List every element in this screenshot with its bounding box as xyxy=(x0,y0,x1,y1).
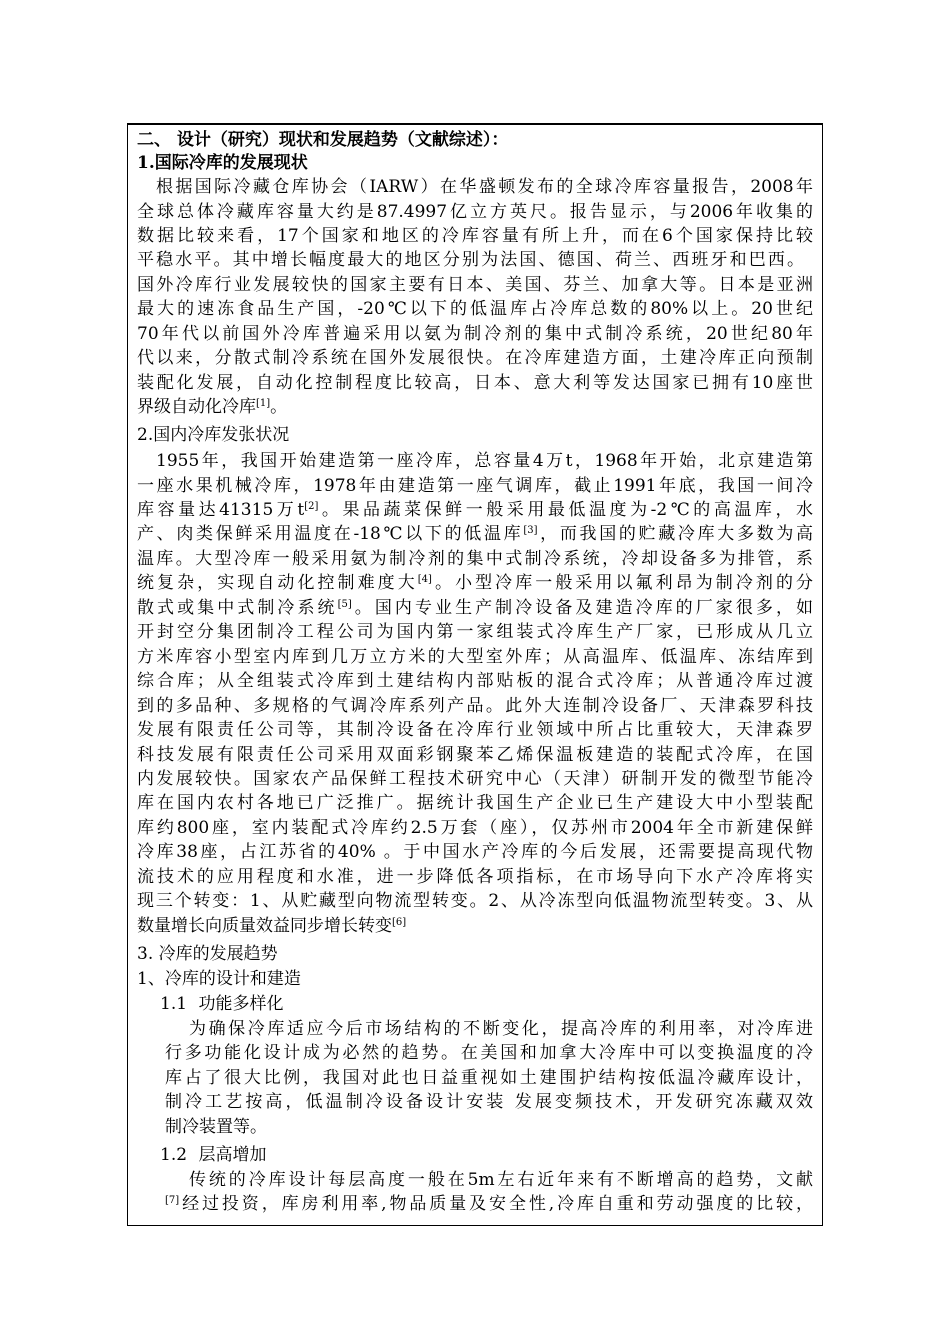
citation-3: [3] xyxy=(523,525,538,536)
paragraph-line: 综合库；从全组装式冷库到土建结构内部贴板的混合式冷库；从普通冷库过渡 xyxy=(137,671,813,691)
paragraph-line: 传统的冷库设计每层高度一般在5m左右近年来有不断增高的趋势，文献 xyxy=(189,1170,813,1190)
paragraph-line: 现三个转变：1、从贮藏型向物流型转变。2、从冷冻型向低温物流型转变。3、从 xyxy=(137,891,813,911)
paragraph-line: 一座水果机械冷库，1978年由建造第一座气调库，截止1991年底，我国一间冷 xyxy=(137,476,813,496)
paragraph-line: 国外冷库行业发展较快的国家主要有日本、美国、芬兰、加拿大等。日本是亚洲 xyxy=(137,275,813,295)
paragraph-line: 数量增长向质量效益同步增长转变[6] xyxy=(137,916,407,936)
citation-1: [1] xyxy=(256,398,271,409)
paragraph-line: 内发展较快。国家农产品保鲜工程技术研究中心（天津）研制开发的微型节能冷 xyxy=(137,769,813,789)
paragraph-line: 流技术的应用程度和水准，进一步降低各项指标，在市场导向下水产冷库将实 xyxy=(137,867,813,887)
citation-6: [6] xyxy=(392,917,407,928)
paragraph-line: 为确保冷库适应今后市场结构的不断变化，提高冷库的利用率，对冷库进 xyxy=(189,1019,813,1039)
paragraph-line: 库约800座，室内装配式冷库约2.5万套（座），仅苏州市2004年全市新建保鲜 xyxy=(137,818,813,838)
paragraph-line: 温库。大型冷库一般采用氨为制冷剂的集中式制冷系统，冷却设备多为排管，系 xyxy=(137,549,813,569)
paragraph-line: 产、肉类保鲜采用温度在-18℃以下的低温库[3]，而我国的贮藏冷库大多数为高 xyxy=(137,524,813,544)
paragraph-line: 平稳水平。其中增长幅度最大的地区分别为法国、德国、荷兰、西班牙和巴西。 xyxy=(137,250,804,270)
paragraph-line: 库容量达41315万t[2]。果品蔬菜保鲜一般采用最低温度为-2℃的高温库，水 xyxy=(137,500,813,520)
section-heading: 二、 设计（研究）现状和发展趋势（文献综述）： xyxy=(137,130,509,150)
paragraph-line: 统复杂，实现自动化控制难度大[4]。小型冷库一般采用以氟利昂为制冷剂的分 xyxy=(137,573,814,593)
paragraph-line: 制冷装置等。 xyxy=(165,1117,267,1137)
citation-2: [2] xyxy=(304,501,319,512)
paragraph-line: 库在国内农村各地已广泛推广。据统计我国生产企业已生产建设大中小型装配 xyxy=(137,793,813,813)
paragraph-line: 制冷工艺按高，低温制冷设备设计安装 发展变频技术，开发研究冻藏双效 xyxy=(165,1092,813,1112)
paragraph-line: 开封空分集团制冷工程公司为国内第一家组装式冷库生产厂家，已形成从几立 xyxy=(137,622,813,642)
paragraph-line: 科技发展有限责任公司采用双面彩钢聚苯乙烯保温板建造的装配式冷库，在国 xyxy=(137,745,813,765)
paragraph-line: 最大的速冻食品生产国，-20℃以下的低温库占冷库总数的80%以上。20世纪 xyxy=(137,299,813,319)
citation-7: [7] xyxy=(165,1195,180,1206)
paragraph-line: 散式或集中式制冷系统[5]。国内专业生产制冷设备及建造冷库的厂家很多，如 xyxy=(137,598,814,618)
paragraph-line: 70年代以前国外冷库普遍采用以氨为制冷剂的集中式制冷系统，20世纪80年 xyxy=(137,324,813,344)
citation-4: [4] xyxy=(417,574,432,585)
paragraph-line: 库占了很大比例，我国对此也日益重视如土建围护结构按低温冷藏库设计， xyxy=(165,1068,813,1088)
subheading-height: 1.2 层高增加 xyxy=(160,1145,267,1165)
paragraph-line: 到的多品种、多规格的气调冷库系列产品。此外大连制冷设备厂、天津森罗科技 xyxy=(137,696,813,716)
paragraph-line: 发展有限责任公司等，其制冷设备在冷库行业领域中所占比重较大，天津森罗 xyxy=(137,720,813,740)
subheading-design: 1、冷库的设计和建造 xyxy=(137,969,301,989)
paragraph-line: 方米库容小型室内库到几万立方米的大型室外库；从高温库、低温库、冻结库到 xyxy=(137,647,813,667)
heading-international: 1.国际冷库的发展现状 xyxy=(137,153,308,173)
citation-5: [5] xyxy=(337,599,352,610)
subheading-multifunction: 1.1 功能多样化 xyxy=(160,994,284,1014)
paragraph-line: 数据比较来看，17个国家和地区的冷库容量有所上升，而在6个国家保持比较 xyxy=(137,226,813,246)
paragraph-line: 冷库38座，占江苏省的40% 。于中国水产冷库的今后发展，还需要提高现代物 xyxy=(137,842,813,862)
paragraph-line: 1955年，我国开始建造第一座冷库，总容量4万t，1968年开始，北京建造第 xyxy=(156,451,813,471)
heading-domestic: 2.国内冷库发张状况 xyxy=(137,425,290,445)
heading-trends: 3. 冷库的发展趋势 xyxy=(137,944,278,964)
paragraph-line: 根据国际冷藏仓库协会（IARW）在华盛顿发布的全球冷库容量报告，2008年 xyxy=(156,177,813,197)
paragraph-line: 界级自动化冷库[1]。 xyxy=(137,397,288,417)
paragraph-line: 行多功能化设计成为必然的趋势。在美国和加拿大冷库中可以变换温度的冷 xyxy=(165,1043,813,1063)
paragraph-line: 代以来，分散式制冷系统在国外发展很快。在冷库建造方面，土建冷库正向预制 xyxy=(137,348,813,368)
paragraph-line: [7]经过投资，库房利用率,物品质量及安全性,冷库自重和劳动强度的比较， xyxy=(165,1194,813,1214)
paragraph-line: 装配化发展，自动化控制程度比较高，日本、意大利等发达国家已拥有10座世 xyxy=(137,373,813,393)
paragraph-line: 全球总体冷藏库容量大约是87.4997亿立方英尺。报告显示，与2006年收集的 xyxy=(137,202,813,222)
